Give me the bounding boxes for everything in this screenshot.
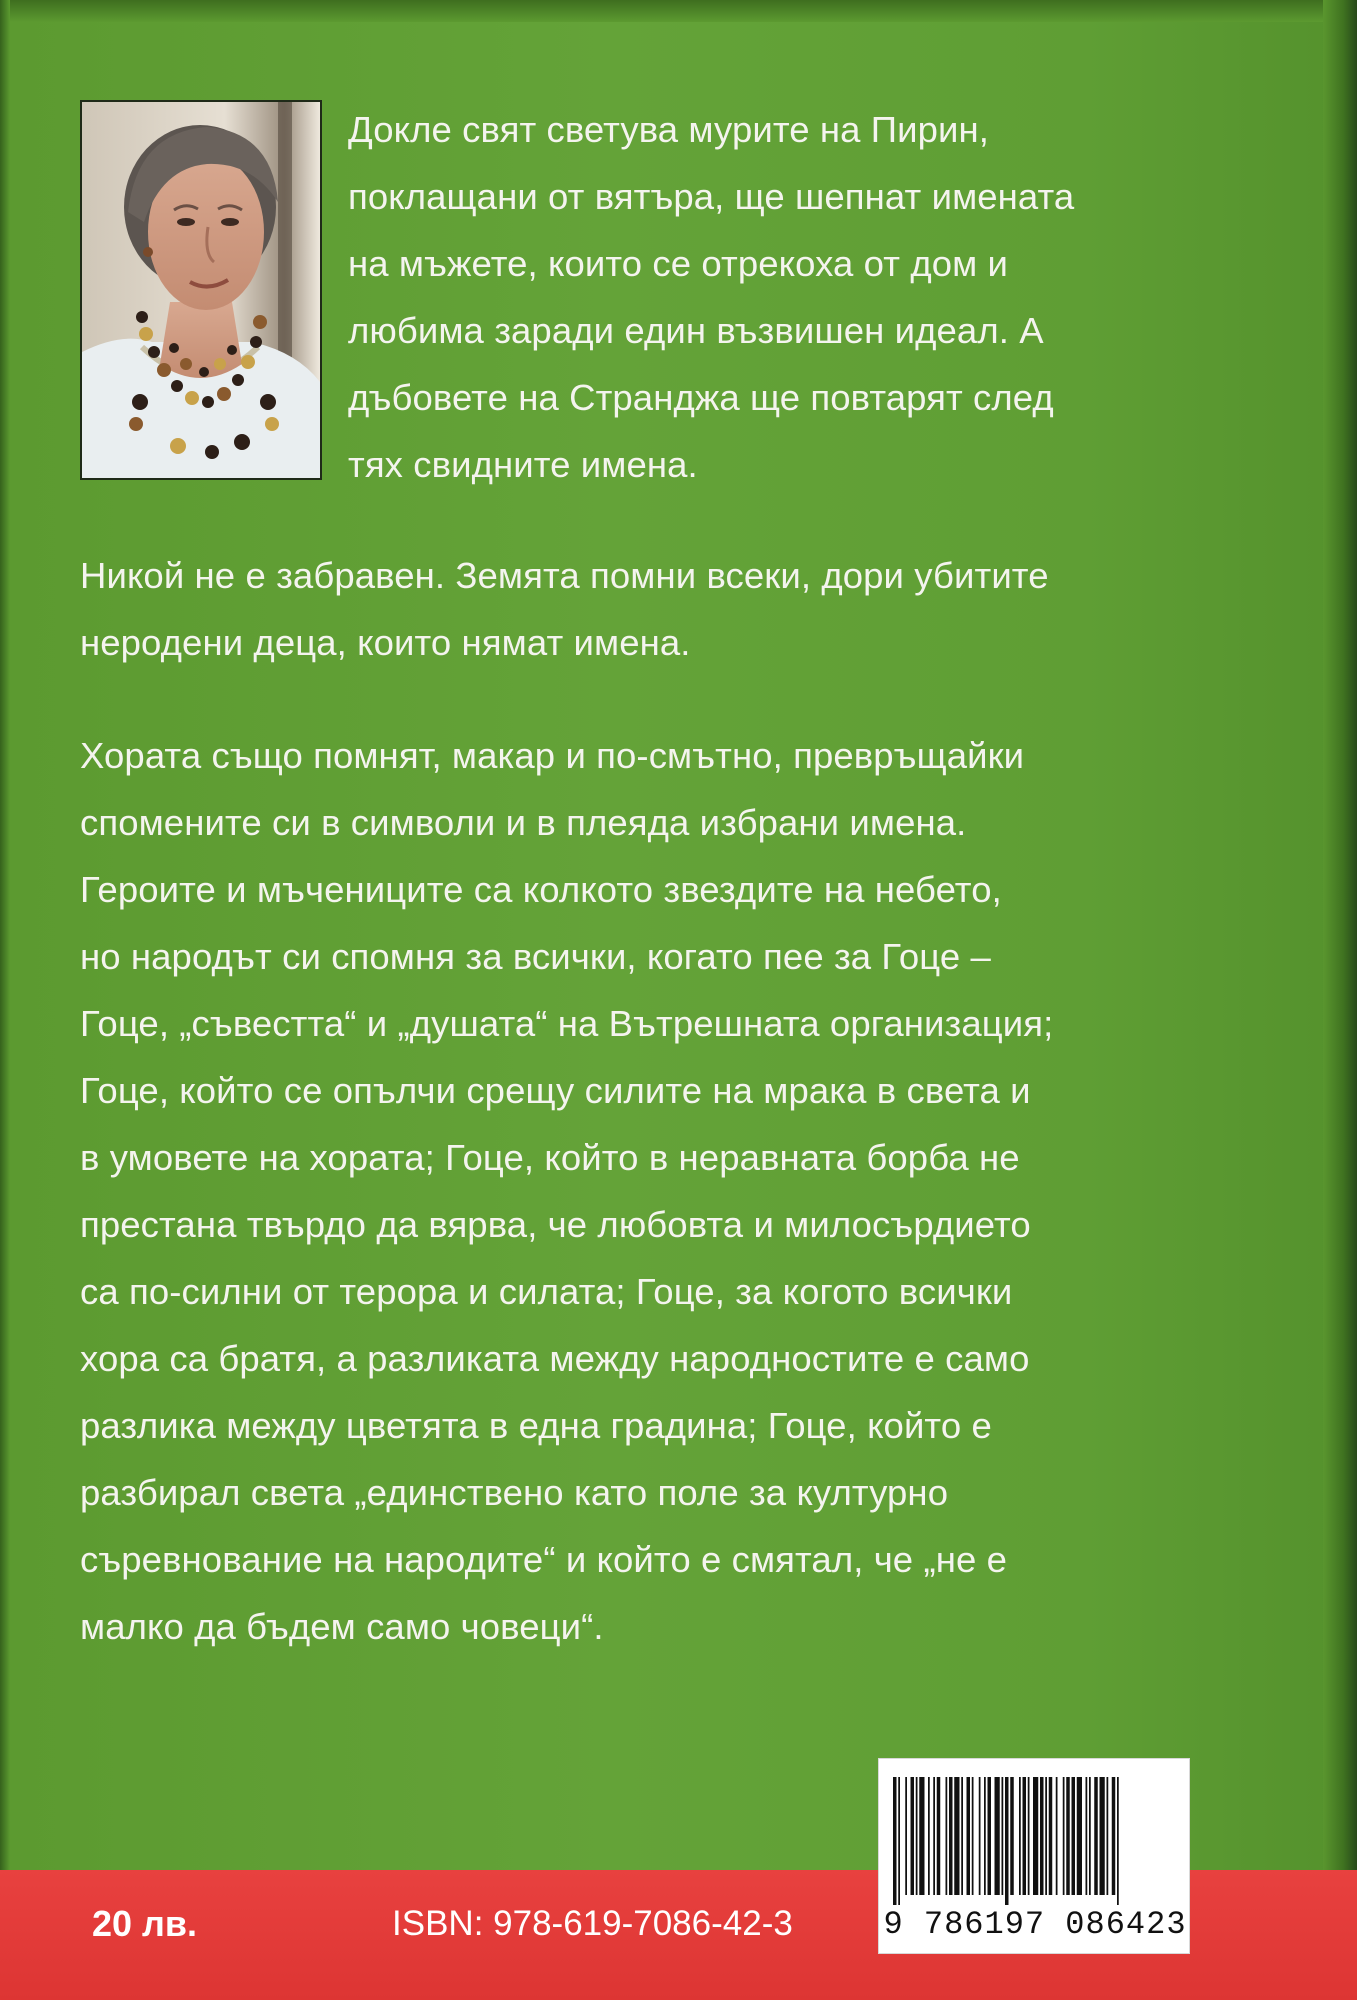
barcode-bar bbox=[937, 1777, 941, 1895]
portrait-illustration bbox=[82, 102, 320, 478]
barcode-bar bbox=[972, 1777, 974, 1895]
barcode-bar bbox=[933, 1777, 935, 1895]
barcode-bar bbox=[995, 1777, 1000, 1895]
barcode-bar bbox=[1049, 1777, 1053, 1895]
text-line: хора са братя, а разликата между народностите е само bbox=[80, 1338, 1030, 1379]
barcode-bar bbox=[911, 1777, 915, 1895]
text-line: Героите и мъчениците са колкото звездите на небето, bbox=[80, 869, 1002, 910]
cover-left-edge bbox=[0, 0, 10, 2000]
text-line: Гоце, „съвестта“ и „душата“ на Вътрешната организация; bbox=[80, 1003, 1054, 1044]
text-line: тях свидните имена. bbox=[348, 444, 698, 485]
barcode-bar bbox=[946, 1777, 948, 1895]
text-line: на мъжете, които се отрекоха от дом и bbox=[348, 243, 1009, 284]
barcode-bar bbox=[949, 1777, 953, 1895]
barcode-bar bbox=[1028, 1777, 1030, 1895]
cover-top-edge bbox=[0, 0, 1357, 22]
barcode-bar bbox=[1010, 1777, 1014, 1895]
barcode-bar bbox=[905, 1777, 907, 1895]
text-line: Никой не е забравен. Земята помни всеки, дори убитите bbox=[80, 555, 1049, 596]
barcode-bar bbox=[979, 1777, 981, 1895]
isbn-barcode bbox=[878, 1758, 1190, 1954]
barcode-bar bbox=[1077, 1777, 1082, 1895]
barcode-bar bbox=[1040, 1777, 1044, 1895]
barcode-bar bbox=[1089, 1777, 1091, 1895]
barcode-bar bbox=[916, 1777, 918, 1895]
barcode-bar bbox=[1002, 1777, 1004, 1895]
barcode-bar bbox=[1056, 1777, 1058, 1895]
barcode-bar bbox=[919, 1777, 924, 1895]
cover-spine-edge bbox=[1323, 0, 1357, 1870]
isbn-label: ISBN: 978-619-7086-42-3 bbox=[392, 1904, 793, 1943]
barcode-bar bbox=[1063, 1777, 1065, 1895]
barcode-bar bbox=[1086, 1777, 1088, 1895]
text-line: в умовете на хората; Гоце, който в неравната борба не bbox=[80, 1137, 1020, 1178]
barcode-bar bbox=[1107, 1777, 1109, 1895]
text-line: са по-силни от терора и силата; Гоце, за когото всички bbox=[80, 1271, 1013, 1312]
second-paragraph bbox=[80, 542, 1049, 676]
barcode-bar bbox=[1005, 1777, 1009, 1905]
barcode-bar bbox=[898, 1777, 900, 1905]
barcode-bar bbox=[1112, 1777, 1116, 1895]
barcode-bar bbox=[984, 1777, 986, 1895]
barcode-bar bbox=[1072, 1777, 1076, 1895]
barcode-bar bbox=[1033, 1777, 1038, 1895]
text-line: Гоце, който се опълчи срещу силите на мрака в света и bbox=[80, 1070, 1031, 1111]
third-paragraph bbox=[80, 722, 1053, 1660]
text-line: Докле свят светува мурите на Пирин, bbox=[348, 109, 990, 150]
author-portrait-photo bbox=[80, 100, 322, 480]
barcode-bar bbox=[1117, 1777, 1119, 1905]
text-line: престана твърдо да вярва, че любовта и милосърдието bbox=[80, 1204, 1031, 1245]
text-line: дъбовете на Странджа ще повтарят след bbox=[348, 377, 1054, 418]
barcode-bar bbox=[1066, 1777, 1070, 1895]
barcode-digits: 9 786197 086423 bbox=[883, 1906, 1187, 1943]
text-line: спомените си в символи и в плеяда избрани имена. bbox=[80, 802, 967, 843]
text-line: поклащани от вятъра, ще шепнат имената bbox=[348, 176, 1075, 217]
text-line: неродени деца, които нямат имена. bbox=[80, 622, 691, 663]
text-line: малко да бъдем само човеци“. bbox=[80, 1606, 604, 1647]
barcode-bar bbox=[1100, 1777, 1105, 1895]
barcode-bar bbox=[954, 1777, 959, 1895]
barcode-bar bbox=[928, 1777, 930, 1895]
text-line: разбирал света „единствено като поле за културно bbox=[80, 1472, 949, 1513]
barcode-bar bbox=[1023, 1777, 1027, 1895]
barcode-bar bbox=[893, 1777, 897, 1905]
text-line: разлика между цветята в една градина; Гоце, който е bbox=[80, 1405, 992, 1446]
barcode-bar bbox=[961, 1777, 963, 1895]
text-line: Хората също помнят, макар и по-смътно, превръщайки bbox=[80, 735, 1025, 776]
barcode-bar bbox=[1094, 1777, 1098, 1895]
barcode-bar bbox=[1019, 1777, 1021, 1895]
barcode-bar bbox=[1045, 1777, 1047, 1895]
text-line: любима заради един възвишен идеал. А bbox=[348, 310, 1044, 351]
text-line: съревнование на народите“ и който е смятал, че „не е bbox=[80, 1539, 1008, 1580]
barcode-icon bbox=[879, 1759, 1191, 1909]
text-line: но народът си спомня за всички, когато пее за Гоце – bbox=[80, 936, 991, 977]
intro-paragraph bbox=[348, 96, 1074, 498]
barcode-bar bbox=[988, 1777, 992, 1895]
barcode-bar bbox=[967, 1777, 971, 1895]
price-label: 20 лв. bbox=[92, 1903, 198, 1944]
